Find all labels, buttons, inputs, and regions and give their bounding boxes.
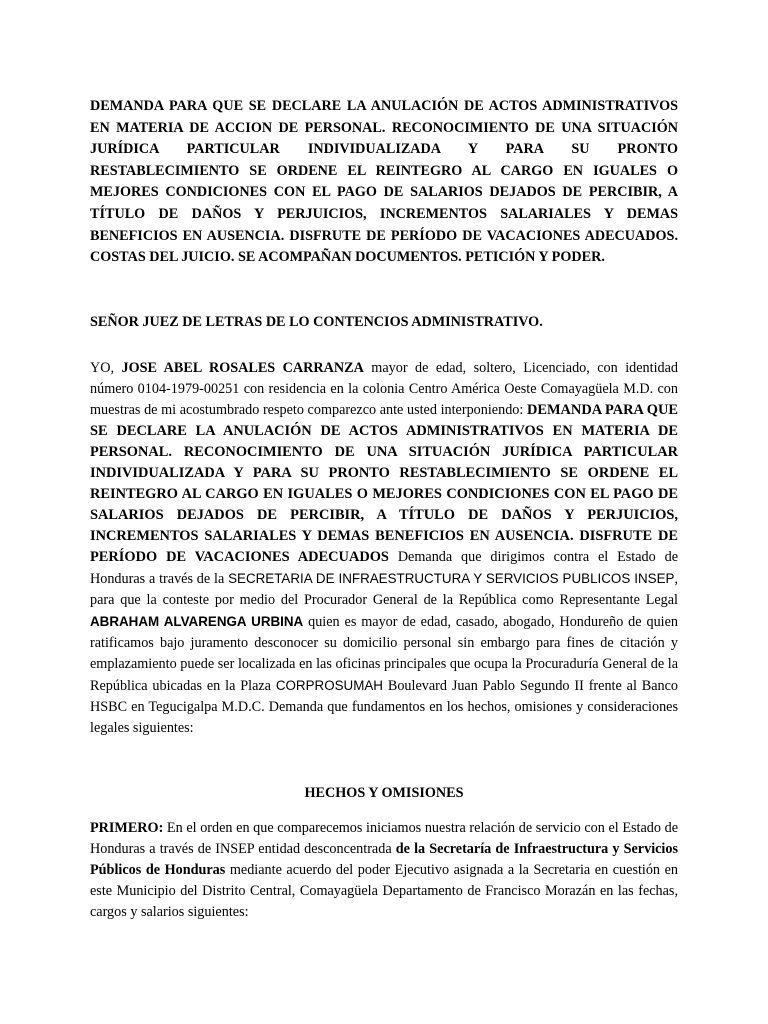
procurador-text: , para que la conteste por medio del Procurador General de la República como Representante Legal (90, 571, 678, 608)
primero-text-b: mediante acuerdo del poder Ejecutivo asignada a la Secretaria en cuestión en este Municipio del Distrito Central, Comayagüela Departamento de Francisco Morazán en las fechas, cargos y salarios siguientes: (90, 862, 678, 920)
primero-paragraph (90, 818, 678, 923)
representative-text: quien es mayor de edad, casado, abogado, Hondureño de quien ratificamos bajo juramento desconocer su domicilio personal sin embargo para fines de citación y emplazamiento puede ser localizada en las oficinas principales que ocupa la Procuraduría General de la República ubicadas en la Plaza (90, 614, 678, 694)
plaintiff-name: JOSE ABEL ROSALES CARRANZA (121, 360, 364, 376)
against-text: Demanda que dirigimos contra el Estado de Honduras a través de la (90, 549, 678, 587)
address-text: Boulevard Juan Pablo Segundo II frente al Banco HSBC en Tegucigalpa M.D.C. Demanda que fundamentos en los hechos, omisiones y consideraciones legales siguientes: (90, 678, 678, 736)
primero-entity: de la Secretaría de Infraestructura y Servicios Públicos de Honduras (90, 841, 678, 878)
intro-yo: YO, (90, 360, 122, 376)
addressee-line: SEÑOR JUEZ DE LETRAS DE LO CONTENCIOS ADMINISTRATIVO. (90, 314, 543, 330)
primero-label: PRIMERO: (90, 820, 164, 836)
demand-title: DEMANDA PARA QUE SE DECLARE LA ANULACIÓN DE ACTOS ADMINISTRATIVOS EN MATERIA DE PERSONAL. RECONOCIMIENTO DE UNA SITUACIÓN JURÍDICA PARTICULAR INDIVIDUALIZADA Y PARA SU PRONTO RESTABLECIMIENTO SE ORDENE EL REINTEGRO AL CARGO EN IGUALES O MEJORES CONDICIONES CON EL PAGO DE SALARIOS DEJADOS DE PERCIBIR, A TÍTULO DE DAÑOS Y PERJUICIOS, INCREMENTOS SALARIALES Y DEMAS BENEFICIOS EN AUSENCIA. DISFRUTE DE PERÍODO DE VACACIONES ADECUADOS (90, 402, 678, 565)
section-heading: HECHOS Y OMISIONES (304, 785, 464, 801)
document-title: DEMANDA PARA QUE SE DECLARE LA ANULACIÓN DE ACTOS ADMINISTRATIVOS EN MATERIA DE ACCION DE PERSONAL. RECONOCIMIENTO DE UNA SITUACIÓN JURÍDICA PARTICULAR INDIVIDUALIZADA Y PARA SU PRONTO RESTABLECIMIENTO SE ORDENE EL REINTEGRO AL CARGO EN IGUALES O MEJORES CONDICIONES CON EL PAGO DE SALARIOS DEJADOS DE PERCIBIR, A TÍTULO DE DAÑOS Y PERJUICIOS, INCREMENTOS SALARIALES Y DEMAS BENEFICIOS EN AUSENCIA. DISFRUTE DE PERÍODO DE VACACIONES ADECUADOS. COSTAS DEL JUICIO. SE ACOMPAÑAN DOCUMENTOS. PETICIÓN Y PODER. (90, 98, 678, 266)
plaintiff-details: mayor de edad, soltero, Licenciado, con identidad número 0104-1979-00251 con residencia en la colonia Centro América Oeste Comayagüela M.D. con muestras de mi acostumbrado respeto comparezco ante usted interponiendo: (90, 360, 678, 418)
primero-text-a: En el orden en que comparecemos iniciamos nuestra relación de servicio con el Estado de Honduras a través de INSEP entidad desconcentrada (90, 820, 678, 857)
secretariat-name: SECRETARIA DE INFRAESTRUCTURA Y SERVICIOS PUBLICOS INSEP (228, 571, 675, 586)
intro-paragraph (90, 358, 678, 739)
plaza-name: CORPROSUMAH (275, 678, 383, 693)
representative-name: ABRAHAM ALVARENGA URBINA (90, 614, 304, 629)
